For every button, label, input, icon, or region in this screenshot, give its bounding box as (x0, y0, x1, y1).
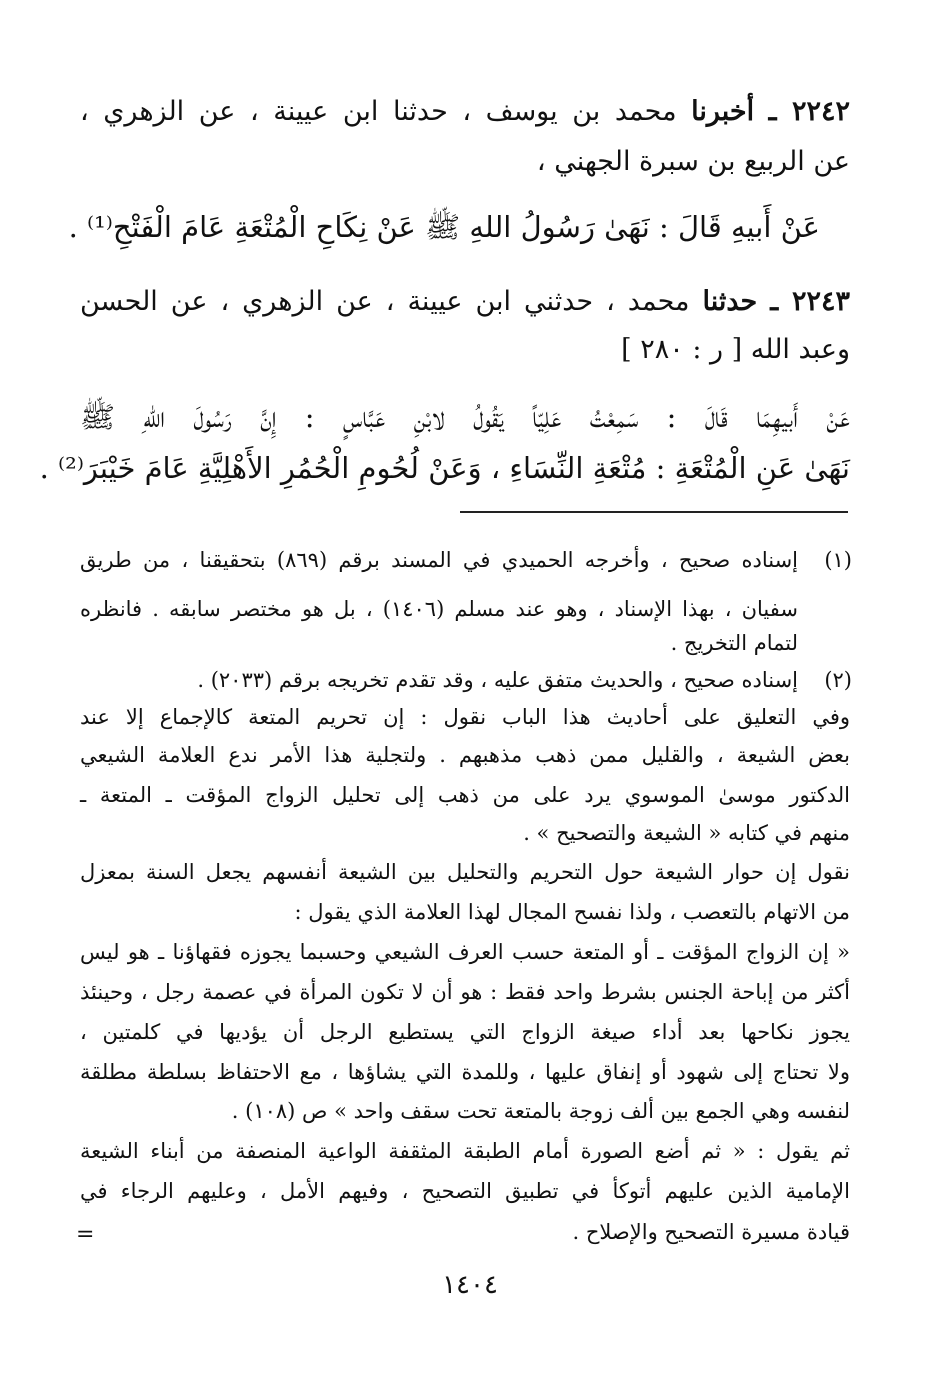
isnad-text: محمد ، حدثني ابن عيينة ، عن الزهري ، عن الحسن (80, 286, 690, 317)
footnote-2-line: الدكتور موسىٰ الموسوي يرد على من ذهب إلى تحليل الزواج المؤقت ـ المتعة ـ (80, 783, 850, 807)
page-number: ١٤٠٤ (442, 1270, 498, 1300)
hadith-opening-word: حدثنا (702, 286, 758, 317)
footnote-1-line: إسناده صحيح ، وأخرجه الحميدي في المسند برقم (٨٦٩) بتحقيقنا ، من طريق (80, 548, 799, 572)
hadith-2242-isnad-line-2: عن الربيع بن سبرة الجهني ، (536, 146, 850, 177)
footnote-1-label: (١) (824, 548, 852, 572)
footnote-2-line: بعض الشيعة ، والقليل ممن ذهب مذهبهم . ولتجلية هذا الأمر ندع العلامة الشيعي (80, 743, 850, 767)
footnote-2-line: يجوز نكاحها بعد أداء صيغة الزواج التي يستطيع الرجل أن يؤديها في كلمتين ، (80, 1020, 850, 1044)
footnote-2-line: أكثر من إباحة الجنس بشرط واحد فقط : هو أن لا تكون المرأة في عصمة رجل ، وحينئذ (80, 980, 850, 1004)
footnote-1-line: سفيان ، بهذا الإسناد ، وهو عند مسلم (١٤٠٦) ، بل هو مختصر سابقه . فانظره (80, 597, 798, 621)
hadith-number: ٢٢٤٣ ـ (770, 286, 850, 317)
footnote-2-line: وفي التعليق على أحاديث هذا الباب نقول : إن تحريم المتعة كالإجماع إلا عند (80, 705, 850, 729)
hadith-2242-matn: عَنْ أَبيهِ قَالَ : نَهَىٰ رَسُولُ اللهِ ﷺ عَنْ نِكَاحِ الْمُتْعَةِ عَامَ الْفَتْحِ⁽¹⁾ . (68, 210, 820, 244)
footnote-divider (460, 511, 848, 513)
footnote-1-line: لتمام التخريج . (670, 631, 798, 655)
hadith-2243-isnad-line-2: وعبد الله [ ر : ٢٨٠ ] (621, 334, 850, 365)
footnote-2-line: نقول إن حوار الشيعة حول التحريم والتحليل بين الشيعة أنفسهم يجعل السنة بمعزل (80, 860, 850, 884)
footnote-2-line: من الاتهام بالتعصب ، ولذا نفسح المجال لهذا العلامة الذي يقول : (294, 900, 850, 924)
footnote-2-line: ثم يقول : « ثم أضع الصورة أمام الطبقة المثقفة الواعية المنصفة من أبناء الشيعة (80, 1139, 850, 1163)
footnote-2-line: لنفسه وهي الجمع بين ألف زوجة بالمتعة تحت سقف واحد » ص (١٠٨) . (231, 1099, 850, 1123)
footnote-2-first-line: إسناده صحيح ، والحديث متفق عليه ، وقد تقدم تخريجه برقم (٢٠٣٣) . (197, 668, 798, 692)
hadith-2242-isnad-line-1 (80, 92, 850, 132)
hadith-opening-word: أخبرنا (691, 96, 755, 127)
footnote-2-line: الإمامية الذين عليهم أتوكأ في تطبيق التصحيح ، وفيهم الأمل ، وعليهم الرجاء في (80, 1179, 850, 1203)
hadith-2243-isnad-line-1 (80, 282, 850, 322)
footnote-2-line: ولا تحتاج إلى شهود أو إنفاق عليها ، وللمدة التي يشاؤها ، مع الاحتفاظ بسلطة مطلقة (80, 1060, 850, 1084)
hadith-2243-matn-line-1: عَنْ أَبيهِمَا قَالَ : سَمِعْتُ عَلِيّاً يَقُولُ لابْنِ عَبَّاسٍ : إِنَّ رَسُولَ اللهِ ﷺ (80, 400, 850, 434)
isnad-text: محمد بن يوسف ، حدثنا ابن عيينة ، عن الزهري ، (80, 96, 677, 127)
continuation-mark: = (76, 1222, 95, 1247)
footnote-2-line: « إن الزواج المؤقت ـ أو المتعة حسب العرف الشيعي وحسبما يجوزه فقهاؤنا ـ هو ليس (80, 940, 850, 964)
footnote-2-line: قيادة مسيرة التصحيح والإصلاح . (572, 1220, 850, 1244)
footnote-2-label: (٢) (824, 668, 852, 692)
hadith-number: ٢٢٤٢ ـ (768, 96, 850, 127)
hadith-2243-matn-line-2: نَهَىٰ عَنِ الْمُتْعَةِ : مُتْعَةِ النِّسَاءِ ، وَعَنْ لُحُومِ الْحُمُرِ الأَهْلِيَّةِ عَامَ خَيْبَرَ⁽²⁾ . (39, 451, 850, 485)
footnote-2-line: منهم في كتابه « الشيعة والتصحيح » . (523, 821, 850, 845)
